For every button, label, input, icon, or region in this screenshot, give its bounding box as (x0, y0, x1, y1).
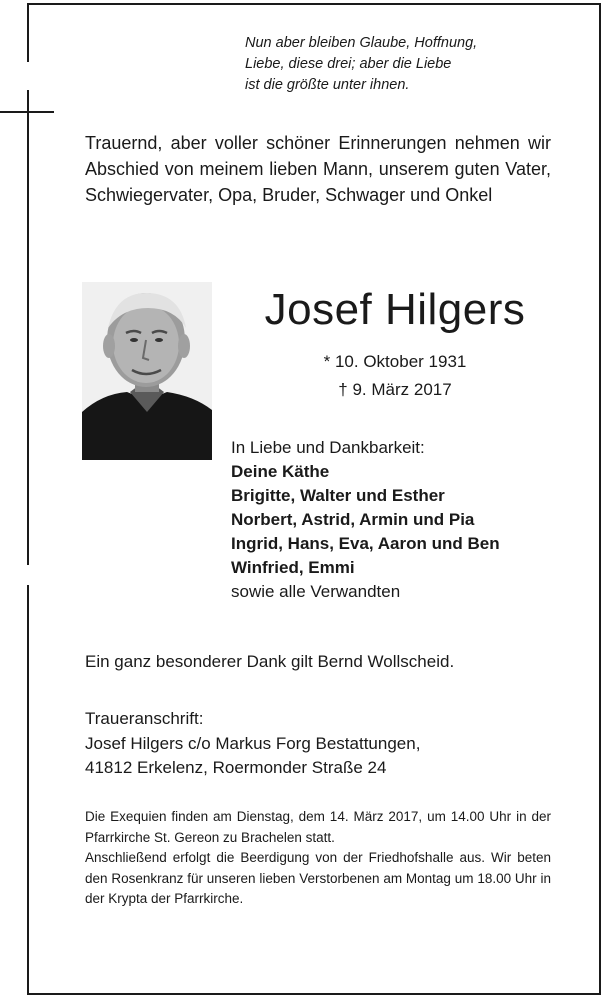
life-dates (260, 348, 530, 404)
border-gap-middle (25, 565, 31, 585)
family-closing: sowie alle Verwandten (231, 582, 401, 601)
service-paragraph: Die Exequien finden am Dienstag, dem 14. März 2017, um 14.00 Uhr in der Pfarrkirche St. Gereon zu Brachelen statt. (85, 809, 551, 845)
address-line: Josef Hilgers c/o Markus Forg Bestattungen, (85, 733, 421, 753)
address-label: Traueranschrift: (85, 709, 204, 728)
quote-line: Nun aber bleiben Glaube, Hoffnung, (245, 35, 478, 51)
border-gap-top (25, 62, 31, 90)
family-member: Winfried, Emmi (231, 558, 355, 577)
family-intro: In Liebe und Dankbarkeit: (231, 438, 425, 457)
thanks-note: Ein ganz besonderer Dank gilt Bernd Wollscheid. (85, 652, 455, 671)
portrait-photo (82, 282, 212, 460)
portrait-illustration (82, 282, 212, 460)
service-details (85, 807, 551, 910)
family-member: Deine Käthe (231, 462, 330, 481)
family-member: Norbert, Astrid, Armin und Pia (231, 510, 475, 529)
birth-date: * 10. Oktober 1931 (323, 352, 467, 371)
crop-mark (0, 111, 54, 113)
quote-line: Liebe, diese drei; aber die Liebe (245, 56, 452, 72)
family-member: Brigitte, Walter und Esther (231, 486, 445, 505)
quote-line: ist die größte unter ihnen. (245, 77, 410, 93)
family-list (231, 436, 561, 604)
service-paragraph: Anschließend erfolgt die Beerdigung von der Friedhofshalle aus. Wir beten den Rosenkranz für unseren lieben Verstorbenen am Montag um 18.00 Uhr in der Krypta der Pfarrkirche. (85, 850, 551, 906)
family-member: Ingrid, Hans, Eva, Aaron und Ben (231, 534, 500, 553)
mourning-address (85, 707, 565, 781)
address-line: 41812 Erkelenz, Roermonder Straße 24 (85, 758, 387, 777)
deceased-name: Josef Hilgers (264, 285, 526, 334)
death-date: † 9. März 2017 (338, 380, 452, 399)
bible-quote (245, 33, 565, 96)
intro-text: Trauernd, aber voller schöner Erinnerungen nehmen wir Abschied von meinem lieben Mann, unserem guten Vater, Schwiegervater, Opa, Bruder, Schwager und Onkel (85, 133, 551, 205)
